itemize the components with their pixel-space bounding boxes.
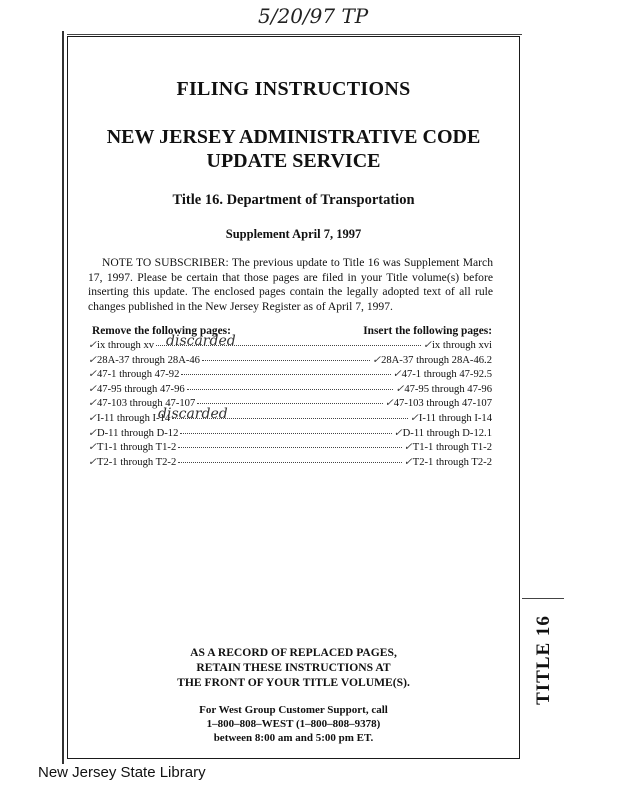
- table-row: [88, 441, 492, 456]
- checkmark-icon: ✓: [372, 354, 381, 366]
- insert-pages: T1-1 through T1-2: [412, 442, 492, 454]
- checkmark-icon: ✓: [409, 412, 419, 424]
- dot-leader: [178, 461, 402, 463]
- checkmark-icon: ✓: [88, 456, 97, 468]
- remove-header: Remove the following pages:: [92, 325, 231, 337]
- checkmark-icon: ✓: [384, 398, 394, 410]
- handwritten-date: 5/20/97 TP: [258, 4, 369, 28]
- table-row: [88, 333, 492, 354]
- record-line-2: RETAIN THESE INSTRUCTIONS AT: [196, 661, 391, 674]
- checkmark-icon: ✓: [392, 369, 402, 381]
- checkmark-icon: ✓: [393, 427, 403, 439]
- code-title-line2: UPDATE SERVICE: [206, 150, 381, 172]
- checkmark-icon: ✓: [403, 442, 413, 454]
- insert-pages: D-11 through D-12.1: [402, 427, 492, 439]
- remove-pages: 47-103 through 47-107: [97, 398, 196, 410]
- support-info: [67, 703, 520, 745]
- checkmark-icon: ✓: [88, 412, 97, 424]
- checkmark-icon: ✓: [395, 383, 405, 395]
- supplement-date: Supplement April 7, 1997: [225, 227, 362, 241]
- remove-pages: D-11 through D-12: [97, 427, 179, 439]
- table-row: [88, 405, 492, 427]
- title-side-tab: [524, 600, 564, 720]
- table-row: [88, 354, 492, 369]
- insert-pages: ix through xvi: [431, 340, 492, 351]
- side-tab-label: TITLE 16: [533, 615, 554, 705]
- dot-leader: [181, 373, 390, 375]
- insert-pages: 28A-37 through 28A-46.2: [381, 354, 492, 366]
- insert-pages: 47-1 through 47-92.5: [401, 369, 492, 381]
- handwritten-annotation: discarded: [166, 333, 236, 349]
- table-row: [88, 456, 492, 471]
- insert-header: Insert the following pages:: [363, 325, 492, 337]
- remove-pages: ix through xv: [97, 340, 155, 351]
- checkmark-icon: ✓: [88, 442, 97, 454]
- subscriber-note: NOTE TO SUBSCRIBER: The previous update to Title 16 was Supplement March 17, 1997. Please be certain that those pages are filed in your Title volume(s) before inserting this update. The enclosed pages contain the legally adopted text of all rule changes published in the New Jersey Register as of April 7, 1997.: [88, 256, 493, 313]
- insert-pages: I-11 through I-14: [418, 412, 492, 424]
- dot-leader: [180, 432, 391, 434]
- support-line-1: For West Group Customer Support, call: [199, 704, 388, 716]
- top-rule: [67, 34, 522, 35]
- insert-pages: T2-1 through T2-2: [412, 456, 492, 468]
- support-line-2: 1–800–808–WEST (1–800–808–9378): [206, 718, 381, 730]
- insert-pages: 47-95 through 47-96: [404, 383, 492, 395]
- dot-leader: [178, 446, 402, 448]
- record-line-1: AS A RECORD OF REPLACED PAGES,: [190, 646, 397, 659]
- remove-pages: 47-1 through 47-92: [97, 369, 180, 381]
- department-subtitle: Title 16. Department of Transportation: [172, 192, 415, 208]
- table-row: [88, 368, 492, 383]
- dot-leader: [187, 388, 394, 390]
- insert-pages: 47-103 through 47-107: [393, 398, 492, 410]
- table-row: [88, 383, 492, 398]
- checkmark-icon: ✓: [88, 383, 97, 395]
- remove-pages: 47-95 through 47-96: [97, 383, 185, 395]
- record-notice: [67, 645, 520, 690]
- remove-pages: T2-1 through T2-2: [97, 456, 177, 468]
- table-row: [88, 427, 492, 442]
- code-title-line1: NEW JERSEY ADMINISTRATIVE CODE: [106, 126, 481, 148]
- left-margin-line: [62, 31, 64, 764]
- support-line-3: between 8:00 am and 5:00 pm ET.: [213, 732, 374, 744]
- checkmark-icon: ✓: [403, 456, 413, 468]
- table-header: [92, 325, 492, 337]
- filing-instructions-title: FILING INSTRUCTIONS: [176, 78, 411, 100]
- checkmark-icon: ✓: [88, 354, 97, 366]
- remove-pages: I-11 through I-14: [97, 412, 171, 424]
- filing-table: [88, 333, 492, 470]
- checkmark-icon: ✓: [422, 340, 432, 351]
- side-tab-rule-top: [522, 598, 564, 599]
- remove-pages: 28A-37 through 28A-46: [97, 354, 200, 366]
- checkmark-icon: ✓: [88, 398, 97, 410]
- dot-leader: [197, 402, 382, 404]
- library-stamp: New Jersey State Library: [38, 764, 206, 781]
- checkmark-icon: ✓: [88, 427, 97, 439]
- record-line-3: THE FRONT OF YOUR TITLE VOLUME(S).: [177, 676, 410, 689]
- checkmark-icon: ✓: [88, 369, 97, 381]
- dot-leader: [202, 359, 370, 361]
- handwritten-annotation: discarded: [158, 405, 228, 422]
- table-row: [88, 397, 492, 412]
- checkmark-icon: ✓: [88, 340, 97, 351]
- remove-pages: T1-1 through T1-2: [97, 442, 177, 454]
